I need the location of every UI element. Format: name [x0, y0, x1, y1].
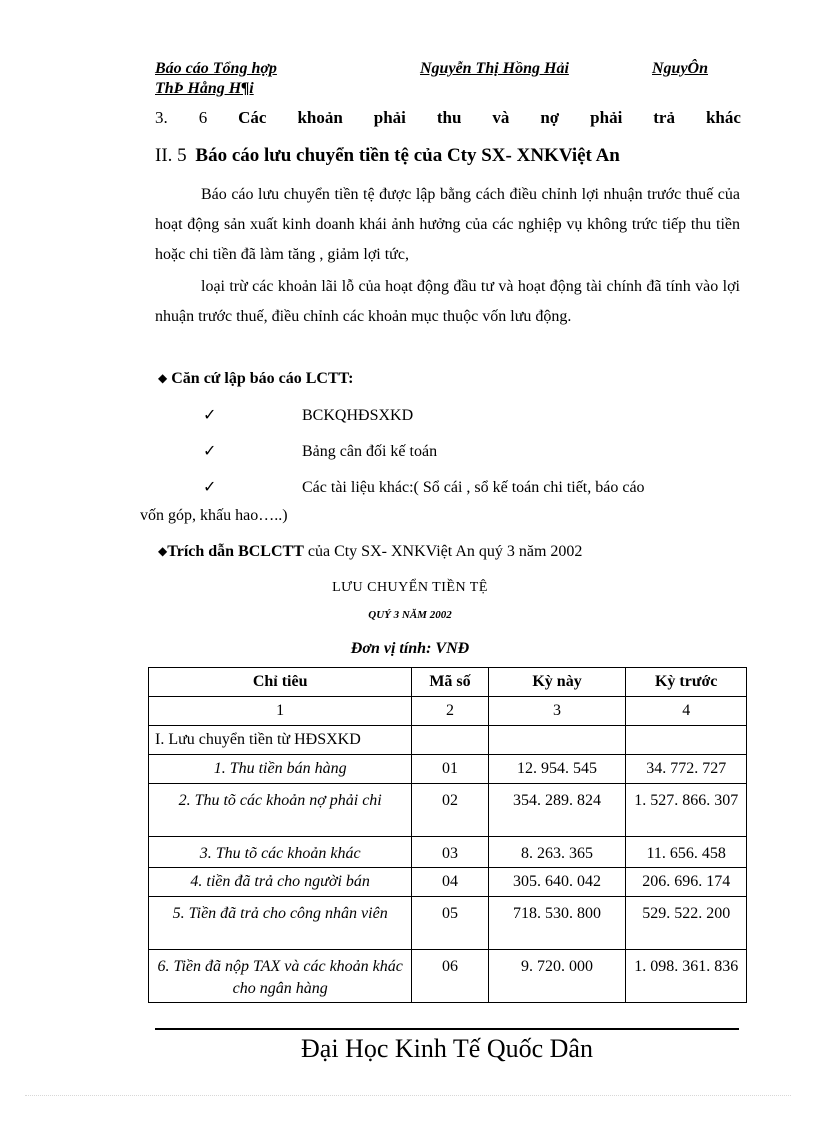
- subsection-word: khác: [705, 108, 741, 127]
- basis-item: [203, 405, 216, 425]
- row-previous: 529. 522. 200: [626, 897, 747, 950]
- table-row: [149, 755, 747, 784]
- subsection-word: nợ: [540, 108, 560, 127]
- table-row: [149, 950, 747, 1003]
- basis-item-label: BCKQHĐSXKD: [302, 407, 414, 424]
- paragraph-1: Báo cáo lưu chuyển tiền tệ được lập bằng cách điều chỉnh lợi nhuận trước thuế của hoạt động sản xuất kinh doanh khái ảnh hưởng của các nghiệp vụ không trức tiếp thu tiền hoặc chi tiền đã làm tăng , giảm lợi tức,: [155, 186, 740, 263]
- subsection-word: phải: [590, 108, 623, 127]
- basis-item-label: Các tài liệu khác:( Sổ cái , sổ kế toán chi tiết, báo cáo: [302, 479, 645, 496]
- empty-cell: [412, 726, 488, 755]
- checkmark-icon: ✓: [203, 407, 217, 424]
- row-previous: 1. 527. 866. 307: [626, 784, 747, 837]
- basis-title: Căn cứ lập báo cáo LCTT:: [171, 370, 354, 387]
- row-current: 9. 720. 000: [488, 950, 626, 1003]
- table-index-row: [149, 697, 747, 726]
- subsection-number-2: 6: [198, 108, 208, 127]
- header-previous: Kỳ trước: [626, 668, 747, 697]
- row-previous: 206. 696. 174: [626, 868, 747, 897]
- page-bottom-rule: [25, 1095, 791, 1096]
- index-cell: 2: [412, 697, 488, 726]
- diamond-bullet-icon: ◆: [158, 544, 168, 558]
- report-title: LƯU CHUYỂN TIỀN TỆ: [332, 580, 488, 595]
- table-row: [149, 897, 747, 950]
- subsection-word: phải: [373, 108, 406, 127]
- row-current: 8. 263. 365: [488, 837, 626, 868]
- footer-divider: [155, 1028, 739, 1030]
- subsection-word: Các: [238, 108, 267, 127]
- header-current: Kỳ này: [488, 668, 626, 697]
- row-current: 305. 640. 042: [488, 868, 626, 897]
- section-title-text: Báo cáo lưu chuyển tiền tệ của Cty SX- XNKViệt An: [195, 145, 620, 166]
- diamond-bullet-icon: ◆: [158, 371, 168, 385]
- row-label: 2. Thu tõ các khoản nợ phải chi: [149, 784, 412, 837]
- section-title: [155, 145, 755, 167]
- checkmark-icon: ✓: [203, 443, 217, 460]
- table-section-row: [149, 726, 747, 755]
- header-left: Báo cáo Tổng hợp: [155, 60, 277, 77]
- subsection-heading: [155, 108, 741, 128]
- basis-item-label: Bảng cân đối kế toán: [302, 443, 438, 460]
- excerpt-rest: của Cty SX- XNKViệt An quý 3 năm 2002: [303, 543, 583, 560]
- report-unit: Đơn vị tính: VNĐ: [350, 640, 470, 657]
- row-code: 03: [412, 837, 488, 868]
- table-header-row: [149, 668, 747, 697]
- section-label: I. Lưu chuyển tiền từ HĐSXKD: [149, 726, 412, 755]
- row-code: 06: [412, 950, 488, 1003]
- row-previous: 1. 098. 361. 836: [626, 950, 747, 1003]
- row-code: 02: [412, 784, 488, 837]
- row-current: 354. 289. 824: [488, 784, 626, 837]
- header-second-line: ThÞ Hång H¶i: [155, 80, 254, 97]
- row-code: 04: [412, 868, 488, 897]
- subsection-word: khoản: [297, 108, 343, 127]
- row-current: 12. 954. 545: [488, 755, 626, 784]
- subsection-number: 3.: [155, 108, 168, 127]
- index-cell: 1: [149, 697, 412, 726]
- subsection-word: và: [492, 108, 510, 127]
- empty-cell: [626, 726, 747, 755]
- basis-item: [203, 441, 216, 461]
- row-current: 718. 530. 800: [488, 897, 626, 950]
- row-code: 05: [412, 897, 488, 950]
- header-right: NguyÔn: [652, 60, 709, 77]
- header-code: Mã số: [412, 668, 488, 697]
- row-label: 5. Tiền đã trả cho công nhân viên: [149, 897, 412, 950]
- subsection-word: thu: [436, 108, 462, 127]
- row-label: 3. Thu tõ các khoản khác: [149, 837, 412, 868]
- row-label: 4. tiền đã trả cho người bán: [149, 868, 412, 897]
- table-row: [149, 868, 747, 897]
- report-quarter: QUÝ 3 NĂM 2002: [368, 609, 452, 621]
- basis-item: [203, 477, 216, 497]
- section-number: II. 5: [155, 145, 187, 166]
- basis-continuation: vốn góp, khấu hao…..): [140, 507, 288, 524]
- header-author: Nguyễn Thị Hồng Hải: [420, 60, 569, 77]
- header-indicator: Chỉ tiêu: [149, 668, 412, 697]
- table-row: [149, 837, 747, 868]
- basis-heading: [158, 370, 353, 388]
- subsection-word: trả: [653, 108, 675, 127]
- row-code: 01: [412, 755, 488, 784]
- footer-text: Đại Học Kinh Tế Quốc Dân: [301, 1034, 593, 1063]
- cashflow-table: [148, 667, 747, 1003]
- table-row: [149, 784, 747, 837]
- checkmark-icon: ✓: [203, 479, 217, 496]
- row-previous: 11. 656. 458: [626, 837, 747, 868]
- empty-cell: [488, 726, 626, 755]
- excerpt-line: [158, 543, 582, 561]
- index-cell: 4: [626, 697, 747, 726]
- row-previous: 34. 772. 727: [626, 755, 747, 784]
- paragraph-2: loại trừ các khoản lãi lỗ của hoạt động đầu tư và hoạt động tài chính đã tính vào lợi nhuận trước thuế, điều chỉnh các khoản mục thuộc vốn lưu động.: [155, 278, 740, 325]
- row-label: 1. Thu tiền bán hàng: [149, 755, 412, 784]
- index-cell: 3: [488, 697, 626, 726]
- row-label: 6. Tiền đã nộp TAX và các khoản khác cho ngân hàng: [149, 950, 412, 1003]
- excerpt-bold: Trích dẫn BCLCTT: [167, 543, 304, 560]
